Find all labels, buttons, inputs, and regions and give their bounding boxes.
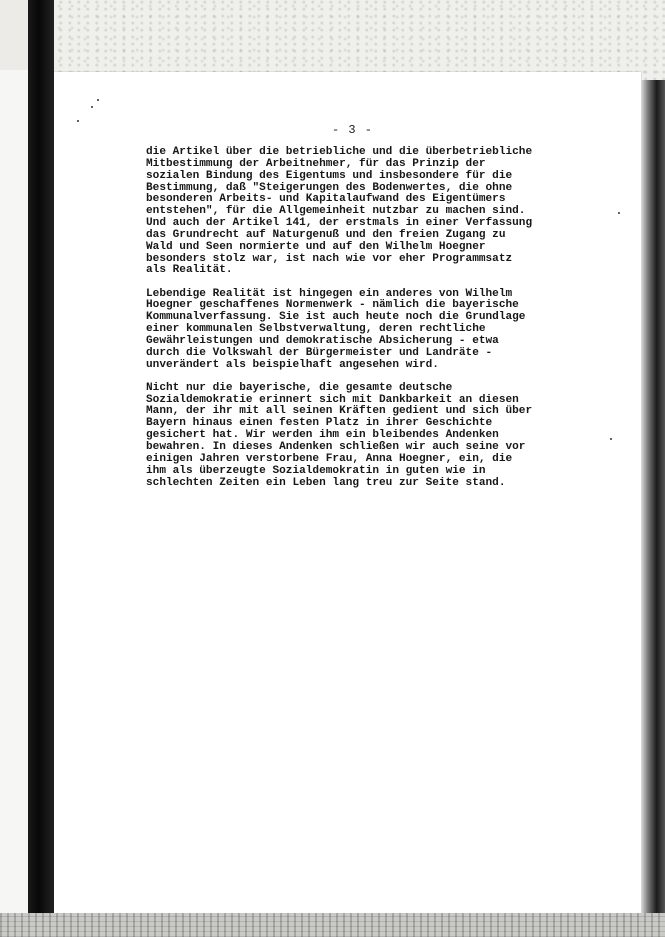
text-line: Kommunalverfassung. Sie ist auch heute noch die Grundlage (146, 311, 526, 324)
text-line: Sozialdemokratie erinnert sich mit Dankbarkeit an diesen (146, 393, 519, 406)
scan-speck (610, 438, 612, 440)
text-line: Bestimmung, daß "Steigerungen des Bodenwertes, die ohne (146, 181, 513, 194)
text-line: Wald und Seen normierte und auf den Wilhelm Hoegner (146, 240, 486, 253)
paragraph-1 (146, 147, 566, 277)
text-line: als Realität. (146, 264, 233, 277)
paragraph-2 (146, 289, 566, 372)
text-line: die Artikel über die betriebliche und die überbetriebliche (146, 146, 533, 158)
text-line: Lebendige Realität ist hingegen ein anderes von Wilhelm (146, 287, 513, 300)
text-line: gesichert hat. Wir werden ihm ein bleibendes Andenken (146, 429, 499, 442)
text-line: entstehen", für die Allgemeinheit nutzbar zu machen sind. (146, 205, 526, 218)
text-line: Und auch der Artikel 141, der erstmals in einer Verfassung (146, 217, 533, 230)
text-line: Bayern hinaus einen festen Platz in ihrer Geschichte (146, 417, 493, 430)
document-text (146, 147, 566, 489)
top-scan-noise (50, 0, 665, 80)
text-line: unverändert als beispielhaft angesehen wird. (146, 358, 439, 371)
right-scan-edge (641, 80, 665, 920)
text-line: Mann, der ihr mit all seinen Kräften gedient und sich über (146, 405, 533, 418)
text-line: sozialen Bindung des Eigentums und insbesondere für die (146, 169, 513, 182)
text-line: besonders stolz war, ist nach wie vor eher Programmsatz (146, 252, 513, 265)
scan-speck (91, 106, 93, 108)
text-line: durch die Volkswahl der Bürgermeister und Landräte - (146, 346, 493, 359)
left-paper-edge (0, 70, 29, 930)
text-line: bewahren. In dieses Andenken schließen wir auch seine vor (146, 441, 526, 453)
scan-speck (77, 120, 79, 122)
left-black-bar (28, 0, 54, 937)
text-line: schlechten Zeiten ein Leben lang treu zur Seite stand. (146, 476, 506, 489)
text-line: Hoegner geschaffenes Normenwerk - nämlich die bayerische (146, 299, 519, 312)
text-line: besonderen Arbeits- und Kapitalaufwand des Eigentümers (146, 193, 506, 206)
text-line: das Grundrecht auf Naturgenuß und den freien Zugang zu (146, 228, 506, 241)
text-line: einigen Jahren verstorbene Frau, Anna Hoegner, ein, die (146, 452, 513, 465)
scan-speck (97, 99, 99, 101)
text-line: Gewährleistungen und demokratische Absicherung - etwa (146, 334, 499, 347)
text-line: Mitbestimmung der Arbeitnehmer, für das Prinzip der (146, 157, 486, 170)
bottom-scan-noise (0, 913, 665, 937)
scan-speck (618, 212, 620, 214)
text-line: ihm als überzeugte Sozialdemokratin in guten wie in (146, 464, 486, 477)
text-line: einer kommunalen Selbstverwaltung, deren rechtliche (146, 323, 486, 336)
text-line: Nicht nur die bayerische, die gesamte deutsche (146, 381, 453, 394)
paragraph-3 (146, 383, 566, 490)
page-number: - 3 - (331, 123, 373, 137)
